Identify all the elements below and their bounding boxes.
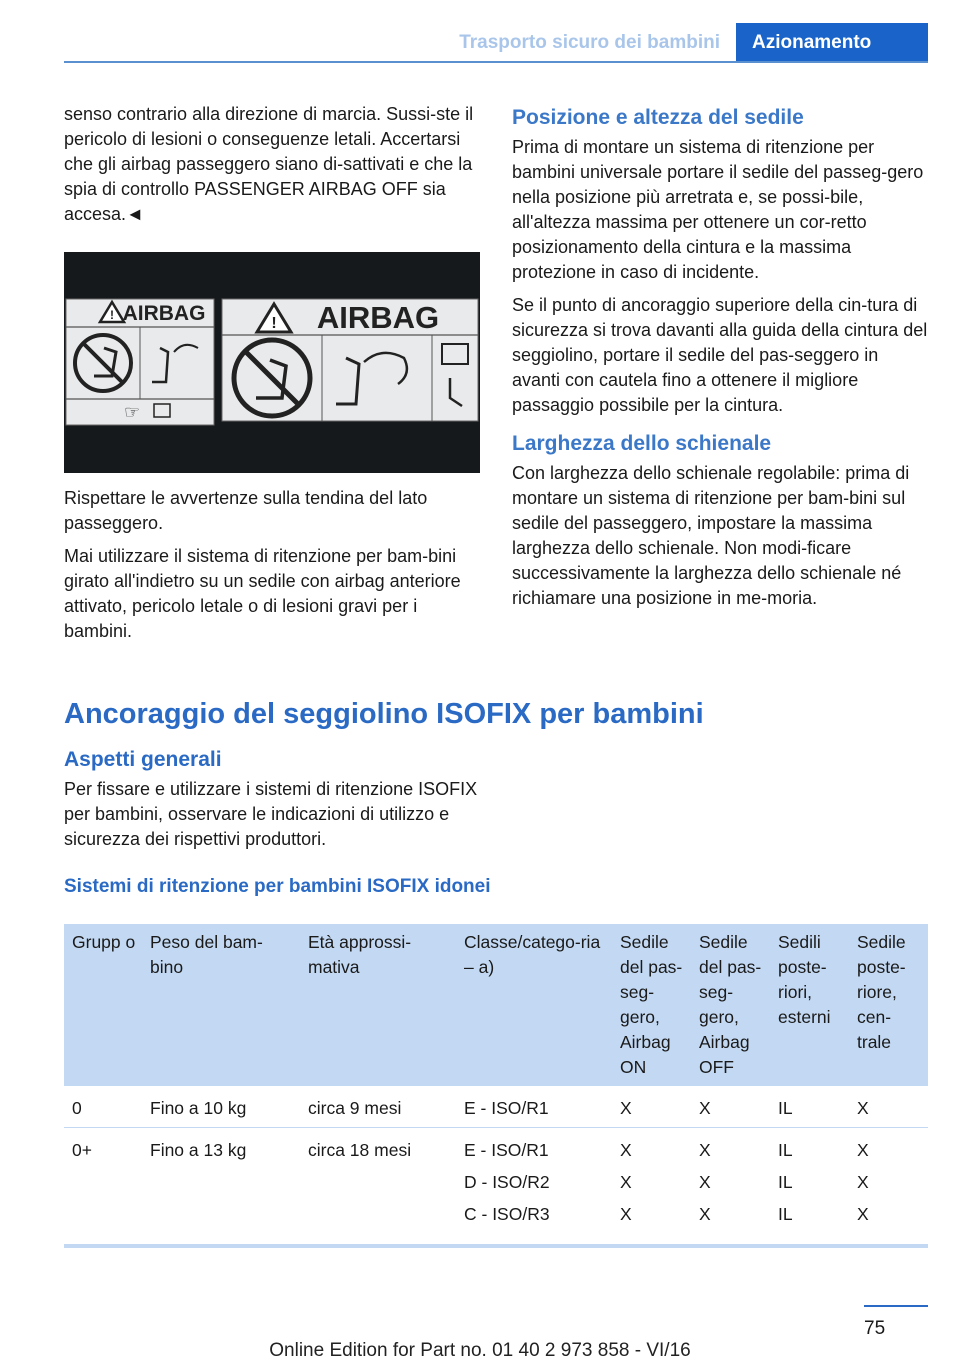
svg-text:!: ! xyxy=(271,315,277,332)
left-column xyxy=(64,102,480,235)
seat-position-heading: Posizione e altezza del sedile xyxy=(512,106,804,129)
left-column-lower xyxy=(64,486,480,652)
svg-text:☞: ☞ xyxy=(124,402,141,423)
header-group: Grupp o xyxy=(64,924,142,1086)
header-chapter-tab: Azionamento xyxy=(736,23,928,63)
page-header xyxy=(0,0,960,64)
header-rule xyxy=(64,61,928,63)
cell-weight: Fino a 10 kg xyxy=(142,1086,300,1128)
value-entry: X xyxy=(699,1140,711,1160)
value-entry: X xyxy=(620,1172,632,1192)
cell-class xyxy=(456,1128,612,1247)
header-class: Classe/catego-ria – a) xyxy=(456,924,612,1086)
header-rear-center: Sedile poste-riore, cen-trale xyxy=(849,924,928,1086)
airbag-label-illustration xyxy=(64,252,480,473)
value-entry: X xyxy=(857,1204,869,1224)
rear-facing-warning: Mai utilizzare il sistema di ritenzione per bam-bini girato all'indietro su un sedile con airbag anteriore attivato, pericolo letale o di lesioni gravi per i bambini. xyxy=(64,546,461,641)
cell-rear-outer: IL xyxy=(770,1086,849,1128)
header-rear-outer: Sedili poste-riori, esterni xyxy=(770,924,849,1086)
cell-airbag-on: X xyxy=(612,1086,691,1128)
value-entry: IL xyxy=(778,1172,793,1192)
class-entry: C - ISO/R3 xyxy=(464,1204,550,1224)
large-label-text: AIRBAG xyxy=(316,300,440,335)
general-aspects-paragraph: Per fissare e utilizzare i sistemi di ritenzione ISOFIX per bambini, osservare le indicazioni di utilizzo e sicurezza dei rispettivi produttori. xyxy=(64,779,478,849)
header-weight: Peso del bam-bino xyxy=(142,924,300,1086)
cell-group: 0+ xyxy=(64,1128,142,1247)
value-entry: X xyxy=(857,1172,869,1192)
seat-position-paragraph-1: Prima di montare un sistema di ritenzione per bambini universale portare il sedile del passeg-gero nella posizione più arretrata e, se possi-bile, all'altezza massima per ottenere un cor-retto posizionamento della cintura e la massima protezione in caso di incidente. xyxy=(512,137,924,282)
page-number: 75 xyxy=(864,1318,886,1339)
svg-text:!: ! xyxy=(110,308,114,322)
value-entry: IL xyxy=(778,1140,793,1160)
passenger-curtain-note: Rispettare le avvertenze sulla tendina del lato passeggero. xyxy=(64,488,428,533)
header-section-title: Trasporto sicuro dei bambini xyxy=(459,32,720,53)
cell-rear-center xyxy=(849,1128,928,1247)
cell-group: 0 xyxy=(64,1086,142,1128)
cell-rear-outer xyxy=(770,1128,849,1247)
table-title: Sistemi di ritenzione per bambini ISOFIX idonei xyxy=(64,876,491,897)
table-header-row xyxy=(64,924,928,1086)
cell-airbag-off xyxy=(691,1128,770,1247)
seat-position-paragraph-2: Se il punto di ancoraggio superiore della cin-tura di sicurezza si trova davanti alla guida della cintura del seggiolino, portare il sedile del pas-seggero in avanti con cautela fino a ottenere il migliore passaggio possibile per la cintura. xyxy=(512,295,928,415)
cell-airbag-on xyxy=(612,1128,691,1247)
intro-paragraph: senso contrario alla direzione di marcia. Sussi-ste il pericolo di lesioni o conseguenze letali. Accertarsi che gli airbag passeggero siano di-sattivati e che la spia di controllo PASSENGER AIRBAG OFF sia accesa.◄ xyxy=(64,104,474,224)
header-age: Età approssi-mativa xyxy=(300,924,456,1086)
cell-airbag-off: X xyxy=(691,1086,770,1128)
value-entry: X xyxy=(699,1172,711,1192)
cell-rear-center: X xyxy=(849,1086,928,1128)
table-row xyxy=(64,1086,928,1128)
airbag-warning-label-photo xyxy=(64,252,480,473)
value-entry: X xyxy=(857,1140,869,1160)
page-number-rule xyxy=(864,1305,928,1307)
value-entry: X xyxy=(620,1204,632,1224)
cell-class: E - ISO/R1 xyxy=(456,1086,612,1128)
table-row xyxy=(64,1128,928,1247)
general-aspects-block xyxy=(64,746,484,860)
general-aspects-heading: Aspetti generali xyxy=(64,748,222,771)
cell-age: circa 9 mesi xyxy=(300,1086,456,1128)
class-entry: D - ISO/R2 xyxy=(464,1172,550,1192)
header-airbag-off: Sedile del pas-seg-gero, Airbag OFF xyxy=(691,924,770,1086)
small-label-text: AIRBAG xyxy=(122,302,206,325)
class-entry: E - ISO/R1 xyxy=(464,1140,549,1160)
cell-age: circa 18 mesi xyxy=(300,1128,456,1247)
isofix-table xyxy=(64,924,928,1248)
cell-weight: Fino a 13 kg xyxy=(142,1128,300,1247)
value-entry: X xyxy=(699,1204,711,1224)
edition-footer: Online Edition for Part no. 01 40 2 973 858 - VI/16 xyxy=(269,1340,691,1361)
right-column xyxy=(512,104,928,619)
value-entry: X xyxy=(620,1140,632,1160)
backrest-width-paragraph: Con larghezza dello schienale regolabile: prima di montare un sistema di ritenzione per bam-bini sul sedile del passeggero, impostare la massima larghezza dello schienale. Non modi-ficare successivamente la larghezza dello schienale né richiamare una posizione in me-moria. xyxy=(512,463,910,608)
section-title: Ancoraggio del seggiolino ISOFIX per bambini xyxy=(64,698,704,730)
backrest-width-heading: Larghezza dello schienale xyxy=(512,432,772,455)
header-airbag-on: Sedile del pas-seg-gero, Airbag ON xyxy=(612,924,691,1086)
value-entry: IL xyxy=(778,1204,793,1224)
